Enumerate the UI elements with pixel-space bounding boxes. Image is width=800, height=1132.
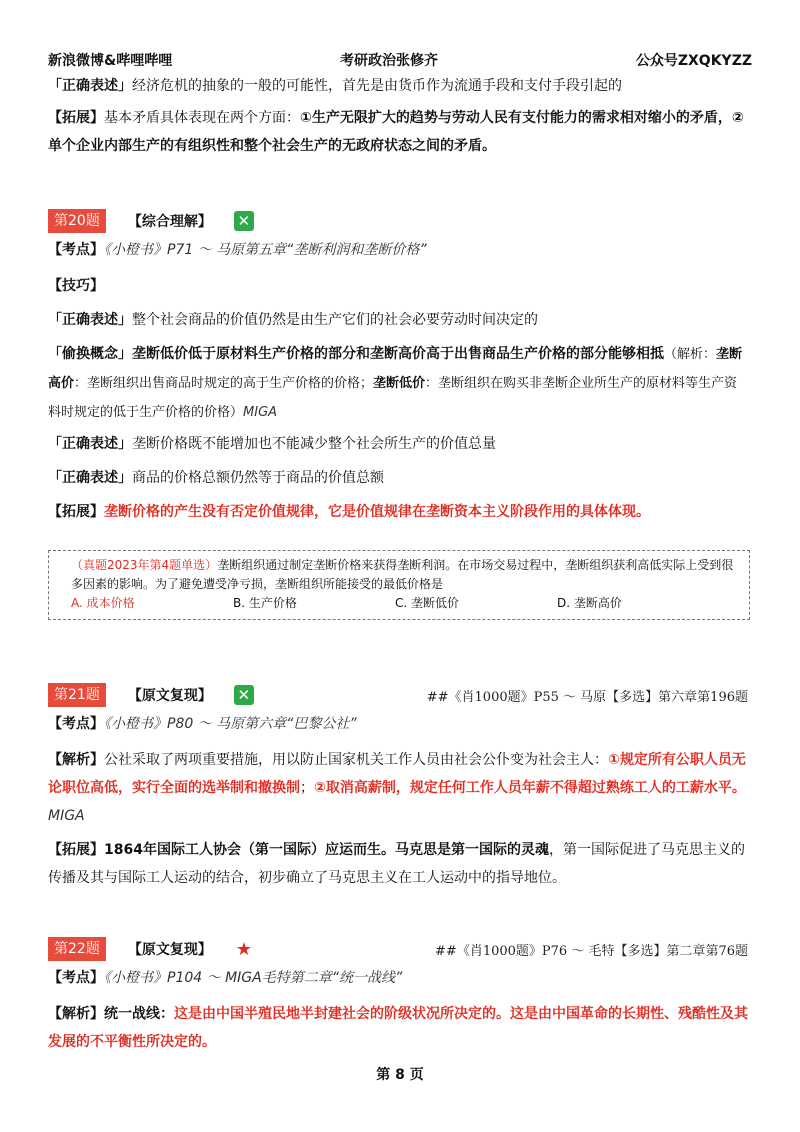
header-left: 新浪微博&哔哩哔哩 [48,53,173,69]
header-right: 公众号ZXQKYZZ [635,53,752,69]
text: 商品的价格总额仍然等于商品的价值总额 [132,470,384,486]
text: 《小橙书》P104 ～ MIGA毛特第二章“统一战线” [104,970,403,986]
option-a: A. 成本价格 [71,596,135,610]
question-type: 【原文复现】 [127,942,212,958]
q21-jiexi [48,746,748,830]
label: 「正确表述」 [48,312,132,328]
miga-mark: MIGA [48,808,85,824]
star-icon: ★ [235,938,252,960]
label: 【拓展】 [48,110,104,126]
exam-question-text: 垄断组织通过制定垄断价格来获得垄断利润。在市场交易过程中，垄断组织获利高低实际上受到很多因素的影响。为了避免遭受净亏损，垄断组织所能接受的最低价格是 [71,558,734,591]
label: 【考点】 [48,716,104,732]
term: 垄断低价 [373,376,426,391]
text: 经济危机的抽象的一般的可能性，首先是由货币作为流通手段和支付手段引起的 [132,78,622,94]
bold-text: ①生产无限扩大的趋势与劳动人民有支付能力的需求相对缩小的矛盾，②单个企业内部生产的有组织性和整个社会生产的无政府状态之间的矛盾。 [48,110,744,154]
question-type: 【综合理解】 [127,214,212,230]
exam-source: （真题2023年第4题单选） [71,558,218,572]
x-mark-icon: ✕ [234,685,254,705]
q20-statement-1 [48,306,748,334]
exam-question-box [48,550,750,620]
label: 「正确表述」 [48,78,132,94]
bold-text: 1864年国际工人协会（第一国际）应运而生。马克思是第一国际的灵魂 [104,842,549,858]
label: 【拓展】 [48,842,104,858]
label: 【考点】 [48,242,104,258]
bold-text: 垄断低价低于原材料生产价格的部分和垄断高价高于出售商品生产价格的部分能够相抵 [132,346,664,362]
definition: ：垄断组织在购买非垄断企业所生产的原材料等生产资料时规定的低于生产价格的价格） [48,376,738,420]
question-number-badge: 第20题 [48,209,106,233]
label: 【解析】 [48,752,104,768]
label: 【考点】 [48,970,104,986]
q22-reference: ##《肖1000题》P76 ～ 毛特【多选】第二章第76题 [435,944,748,959]
red-text: 这是由中国半殖民地半封建社会的阶级状况所决定的。这是由中国革命的长期性、残酷性及其发展的不平衡性所决定的。 [48,1006,748,1050]
q20-jiqiao: 【技巧】 [48,278,104,294]
question-number-badge: 第22题 [48,937,106,961]
text: 公社采取了两项重要措施，用以防止国家机关工作人员由社会公仆变为社会主人： [104,752,608,768]
x-mark-icon: ✕ [234,211,254,231]
option-d: D. 垄断高价 [557,596,622,610]
intro-paragraph-1 [48,72,748,100]
miga-mark: MIGA [243,405,278,420]
question-22-heading [48,936,252,962]
q20-statement-4 [48,464,748,492]
q22-jiexi [48,1000,748,1056]
q20-statement-2 [48,340,748,427]
q21-extension [48,836,748,892]
q20-extension [48,498,748,526]
q21-kaodian [48,710,748,738]
label: 「偷换概念」 [48,346,132,362]
question-number-badge: 第21题 [48,683,106,707]
page-number: 第 8 页 [376,1067,424,1083]
q22-kaodian [48,964,748,992]
question-20-heading [48,208,254,234]
q20-statement-3 [48,430,748,458]
text: 垄断价格既不能增加也不能减少整个社会所生产的价值总量 [132,436,496,452]
text: ，第一国际促进了马克思主义的传播及其与国际工人运动的结合，初步确立了马克思主义在工人运动中的指导地位。 [48,842,745,886]
exam-options [71,594,741,613]
intro-paragraph-2 [48,104,748,160]
term: 统一战线： [104,1006,174,1022]
question-21-heading [48,682,254,708]
exam-question [71,556,741,594]
option-b: B. 生产价格 [233,596,297,610]
red-text: ①规定所有公职人员无论职位高低，实行全面的选举制和撤换制 [48,752,746,796]
label: 【解析】 [48,1006,104,1022]
separator: ； [300,780,314,796]
red-text: ②取消高薪制，规定任何工作人员年薪不得超过熟练工人的工薪水平。 [314,780,746,796]
label: 「正确表述」 [48,470,132,486]
question-type: 【原文复现】 [127,688,212,704]
label: 「正确表述」 [48,436,132,452]
text: 基本矛盾具体表现在两个方面： [104,110,300,126]
q20-kaodian [48,236,748,264]
text: 整个社会商品的价值仍然是由生产它们的社会必要劳动时间决定的 [132,312,538,328]
text: 《小橙书》P80 ～ 马原第六章“巴黎公社” [104,716,357,732]
definition: ：垄断组织出售商品时规定的高于生产价格的价格； [74,376,374,391]
q21-reference: ##《肖1000题》P55 ～ 马原【多选】第六章第196题 [426,690,748,705]
text: 《小橙书》P71 ～ 马原第五章“垄断利润和垄断价格” [104,242,427,258]
label: 【拓展】 [48,504,104,520]
term: 垄断高价 [48,347,743,391]
header-center: 考研政治张修齐 [340,53,438,69]
option-c: C. 垄断低价 [395,596,460,610]
text: 垄断价格的产生没有否定价值规律，它是价值规律在垄断资本主义阶段作用的具体体现。 [104,504,650,520]
paren: （解析： [664,347,717,362]
